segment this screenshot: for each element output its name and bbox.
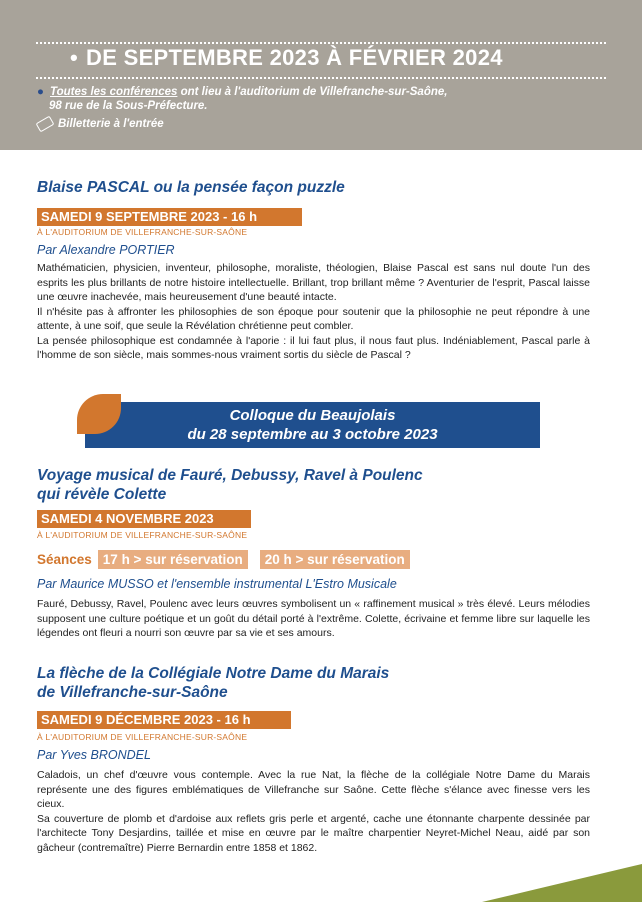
paragraph: Fauré, Debussy, Ravel, Poulenc avec leurs œuvres symbolisent un « raffinement musical » très élevé. Leurs mélodies supposent une culture poétique et un goût du détail porté à l'extrême. Colette, écrivaine et femme libre sur laquelle les légendes ont fleuri a nourri son œuvre par sa vie et ses amours. bbox=[37, 598, 590, 639]
paragraph: Il n'hésite pas à affronter les philosophies de son époque pour soutenir que la philosophie ne peut répondre à une attente, à une soif, que seule la Révélation chrétienne peut combler. bbox=[37, 305, 590, 332]
colloque-title: Colloque du Beaujolais bbox=[229, 407, 396, 424]
paragraph: Sa couverture de plomb et d'ardoise aux reflets gris perle et argenté, cache une étonnante charpente dessinée par l'architecte Tony Desjardins, taillée et mise en œuvre par le maître charpentier Neyret-Michel Neau, aidé par son gâcheur (contremaître) Pierre Bernardin entre 1858 et 1862. bbox=[37, 812, 590, 854]
ticketing-text: Billetterie à l'entrée bbox=[58, 118, 164, 130]
showtimes-label: Séances bbox=[37, 552, 92, 567]
event-date: SAMEDI 4 NOVEMBRE 2023 bbox=[37, 510, 251, 528]
event-title: Voyage musical de Fauré, Debussy, Ravel à Poulenc qui révèle Colette bbox=[37, 467, 423, 503]
event-location: À L'AUDITORIUM DE VILLEFRANCHE-SUR-SAÔNE bbox=[37, 530, 248, 540]
colloque-dates: du 28 septembre au 3 octobre 2023 bbox=[187, 426, 438, 443]
venue-address: 98 rue de la Sous-Préfecture. bbox=[49, 100, 208, 112]
venue-info bbox=[37, 85, 447, 99]
event-location: À L'AUDITORIUM DE VILLEFRANCHE-SUR-SAÔNE bbox=[37, 227, 248, 237]
event-speaker: Par Alexandre PORTIER bbox=[37, 243, 175, 257]
event-description bbox=[37, 261, 590, 363]
event-title: La flèche de la Collégiale Notre Dame du Marais de Villefranche-sur-Saône bbox=[37, 665, 390, 701]
conferences-link[interactable]: Toutes les conférences bbox=[50, 86, 178, 98]
header-band bbox=[0, 0, 642, 150]
paragraph: La pensée philosophique est condamnée à l'aporie : il lui faut plus, il nous faut plus. Indéniablement, Pascal parle à l'homme de son siècle, mais sommes-nous vraiment sortis du siècle de Pascal ? bbox=[37, 334, 590, 361]
corner-decoration bbox=[482, 864, 642, 902]
season-title-text: DE SEPTEMBRE 2023 À FÉVRIER 2024 bbox=[86, 45, 503, 70]
paragraph: Caladois, un chef d'œuvre vous contemple. Avec la rue Nat, la flèche de la collégiale Notre Dame du Marais représente une des figures emblématiques de Villefranche sur Saône. Cette flèche s'élance avec finesse vers les cieux. bbox=[37, 769, 590, 810]
showtimes bbox=[37, 550, 422, 569]
dotted-divider-bottom bbox=[36, 77, 606, 79]
ticketing-info bbox=[37, 118, 164, 130]
map-pin-icon: ● bbox=[37, 86, 44, 98]
ticket-icon bbox=[36, 116, 55, 133]
event-speaker: Par Maurice MUSSO et l'ensemble instrumental L'Estro Musicale bbox=[37, 577, 397, 591]
paragraph: Mathématicien, physicien, inventeur, philosophe, moraliste, théologien, Blaise Pascal est sans nul doute l'un des esprits les plus brillants de notre histoire intellectuelle. Brillant, trop brillant même ? Aventurier de l'esprit, Pascal laisse une œuvre inachevée, mais heureusement d'une beauté intacte. bbox=[37, 262, 590, 303]
season-title: • DE SEPTEMBRE 2023 À FÉVRIER 2024 bbox=[70, 45, 503, 70]
event-date: SAMEDI 9 DÉCEMBRE 2023 - 16 h bbox=[37, 711, 291, 729]
event-title: Blaise PASCAL ou la pensée façon puzzle bbox=[37, 179, 345, 196]
event-description bbox=[37, 768, 590, 855]
colloque-banner bbox=[85, 402, 540, 448]
showtime-badge: 20 h > sur réservation bbox=[260, 550, 410, 569]
event-date: SAMEDI 9 SEPTEMBRE 2023 - 16 h bbox=[37, 208, 302, 226]
venue-text: ont lieu à l'auditorium de Villefranche-sur-Saône, bbox=[177, 86, 448, 98]
showtime-badge: 17 h > sur réservation bbox=[98, 550, 248, 569]
event-location: À L'AUDITORIUM DE VILLEFRANCHE-SUR-SAÔNE bbox=[37, 732, 248, 742]
dotted-divider-top bbox=[36, 42, 606, 44]
event-description bbox=[37, 597, 590, 641]
event-speaker: Par Yves BRONDEL bbox=[37, 748, 151, 762]
